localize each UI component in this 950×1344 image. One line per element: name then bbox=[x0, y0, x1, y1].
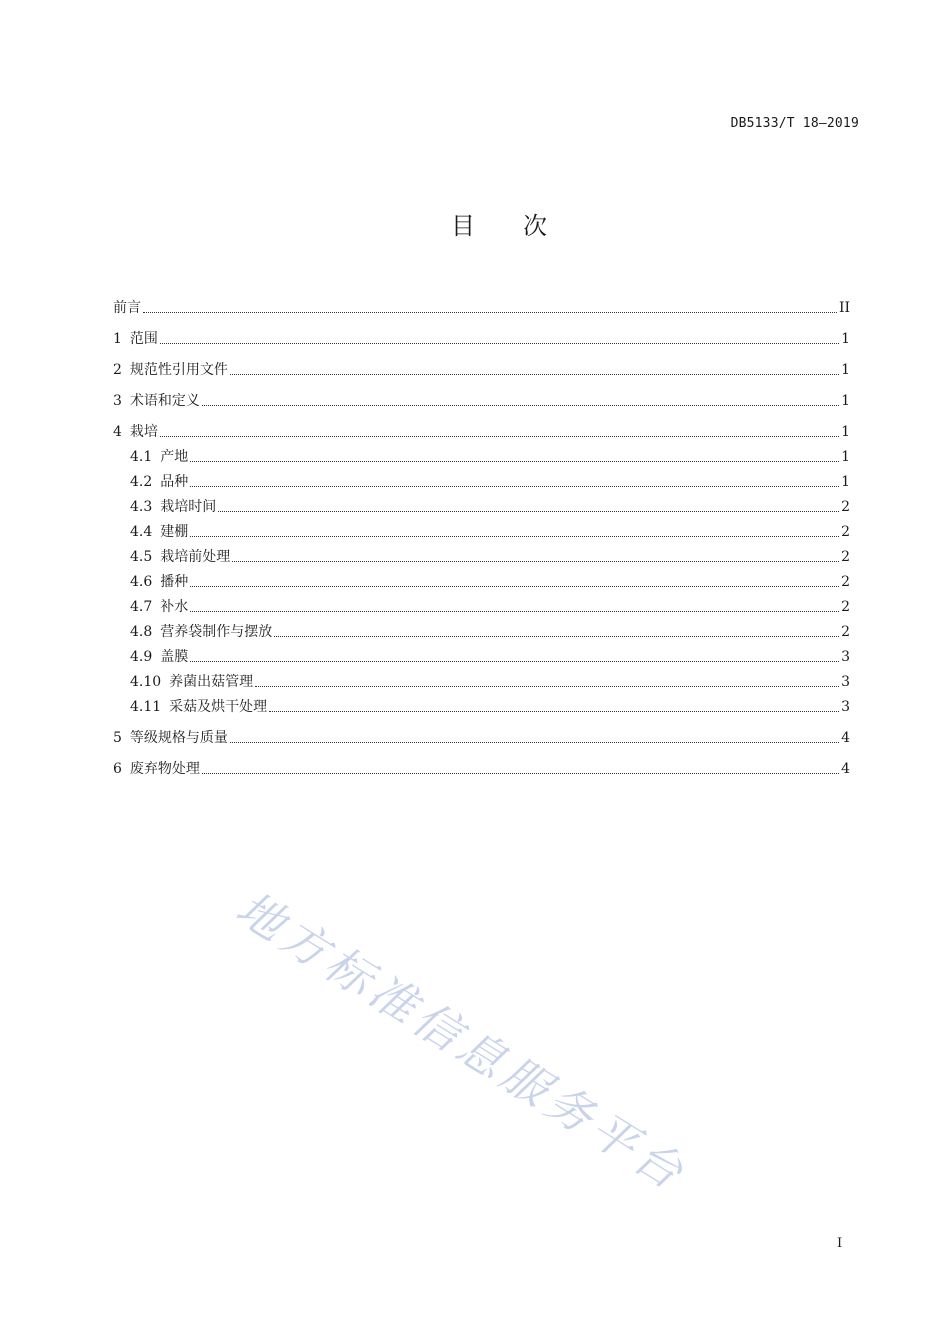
toc-entry[interactable] bbox=[113, 348, 850, 379]
toc-entry-page: 1 bbox=[841, 449, 850, 465]
toc-entry-number: 4.1 bbox=[130, 449, 153, 465]
toc-entry-number: 4.10 bbox=[130, 674, 162, 690]
toc-entry-number: 4.2 bbox=[130, 474, 153, 490]
doc-code: DB5133/T 18—2019 bbox=[730, 116, 859, 131]
toc-entry-number: 4.4 bbox=[130, 524, 153, 540]
toc-dot-leader bbox=[255, 686, 839, 687]
toc-entry-page: 1 bbox=[841, 362, 850, 378]
toc-entry-page: 2 bbox=[841, 524, 850, 540]
toc-entry-label: 建棚 bbox=[160, 524, 189, 540]
toc-entry-label: 品种 bbox=[160, 474, 189, 490]
toc-entry-label: 栽培 bbox=[129, 424, 158, 440]
toc-entry-page: 4 bbox=[841, 730, 850, 746]
toc-entry-page: 3 bbox=[841, 699, 850, 715]
toc-dot-leader bbox=[190, 661, 839, 662]
toc-entry-label: 前言 bbox=[113, 300, 141, 316]
toc-entry-label: 栽培前处理 bbox=[160, 549, 231, 565]
toc-entry[interactable] bbox=[113, 641, 850, 666]
toc-entry-page: 2 bbox=[841, 599, 850, 615]
toc-dot-leader bbox=[202, 773, 839, 774]
toc-entry[interactable] bbox=[113, 379, 850, 410]
toc-entry[interactable] bbox=[113, 747, 850, 778]
watermark: 地方标准信息服务平台 bbox=[227, 880, 697, 1202]
toc-entry-label: 营养袋制作与摆放 bbox=[160, 624, 273, 640]
toc-entry-number: 4.11 bbox=[130, 699, 162, 715]
toc-entry-label: 养菌出菇管理 bbox=[169, 674, 254, 690]
toc-entry-page: 2 bbox=[841, 499, 850, 515]
toc-dot-leader bbox=[232, 561, 839, 562]
toc-entry[interactable] bbox=[113, 491, 850, 516]
toc-entry[interactable] bbox=[113, 441, 850, 466]
toc-entry-number: 3 bbox=[113, 393, 122, 409]
toc-entry-number: 4.3 bbox=[130, 499, 153, 515]
toc-entry-label: 术语和定义 bbox=[129, 393, 200, 409]
toc-entry[interactable] bbox=[113, 516, 850, 541]
toc-entry-number: 4.8 bbox=[130, 624, 153, 640]
toc-entry[interactable] bbox=[113, 616, 850, 641]
toc-entry[interactable] bbox=[113, 317, 850, 348]
toc-dot-leader bbox=[160, 436, 839, 437]
toc-entry-page: 4 bbox=[841, 761, 850, 777]
toc-dot-leader bbox=[230, 742, 839, 743]
toc-dot-leader bbox=[230, 374, 839, 375]
toc-entry-number: 6 bbox=[113, 761, 122, 777]
toc-dot-leader bbox=[190, 536, 839, 537]
toc-entry[interactable] bbox=[113, 410, 850, 441]
toc-entry-page: 3 bbox=[841, 649, 850, 665]
toc-entry-label: 范围 bbox=[129, 331, 158, 347]
toc-entry-page: 2 bbox=[841, 574, 850, 590]
toc-entry[interactable] bbox=[113, 466, 850, 491]
toc-entry-page: 1 bbox=[841, 474, 850, 490]
toc-entry-label: 规范性引用文件 bbox=[129, 362, 228, 378]
toc-entry-label: 盖膜 bbox=[160, 649, 189, 665]
toc-dot-leader bbox=[190, 611, 839, 612]
toc-entry[interactable] bbox=[113, 566, 850, 591]
toc-dot-leader bbox=[269, 711, 839, 712]
table-of-contents bbox=[113, 286, 850, 778]
toc-entry-number: 4.6 bbox=[130, 574, 153, 590]
toc-entry-number: 5 bbox=[113, 730, 122, 746]
toc-entry[interactable] bbox=[113, 591, 850, 616]
toc-entry[interactable] bbox=[113, 716, 850, 747]
toc-entry[interactable] bbox=[113, 541, 850, 566]
toc-entry-page: 1 bbox=[841, 393, 850, 409]
toc-entry-number: 2 bbox=[113, 362, 122, 378]
toc-dot-leader bbox=[190, 486, 839, 487]
toc-entry-number: 4.9 bbox=[130, 649, 153, 665]
toc-entry-page: 2 bbox=[841, 624, 850, 640]
toc-entry-page: 1 bbox=[841, 424, 850, 440]
toc-dot-leader bbox=[274, 636, 839, 637]
toc-entry-page: 3 bbox=[841, 674, 850, 690]
page-number: I bbox=[837, 1236, 843, 1251]
toc-entry-page: II bbox=[838, 300, 850, 316]
toc-entry-label: 播种 bbox=[160, 574, 189, 590]
toc-entry[interactable] bbox=[113, 691, 850, 716]
toc-entry-label: 补水 bbox=[160, 599, 189, 615]
toc-entry-page: 1 bbox=[841, 331, 850, 347]
toc-entry-page: 2 bbox=[841, 549, 850, 565]
toc-entry-number: 4.5 bbox=[130, 549, 153, 565]
toc-dot-leader bbox=[218, 511, 839, 512]
toc-entry-number: 1 bbox=[113, 331, 122, 347]
toc-dot-leader bbox=[190, 461, 839, 462]
toc-entry[interactable] bbox=[113, 666, 850, 691]
toc-dot-leader bbox=[143, 312, 837, 313]
toc-title: 目次 bbox=[451, 212, 595, 240]
toc-entry-label: 采菇及烘干处理 bbox=[169, 699, 268, 715]
toc-dot-leader bbox=[202, 405, 839, 406]
toc-dot-leader bbox=[190, 586, 839, 587]
toc-entry-label: 等级规格与质量 bbox=[129, 730, 228, 746]
toc-entry-number: 4.7 bbox=[130, 599, 153, 615]
toc-entry-label: 废弃物处理 bbox=[129, 761, 200, 777]
toc-dot-leader bbox=[160, 343, 839, 344]
toc-entry-number: 4 bbox=[113, 424, 122, 440]
toc-entry[interactable] bbox=[113, 286, 850, 317]
toc-entry-label: 栽培时间 bbox=[160, 499, 217, 515]
toc-entry-label: 产地 bbox=[160, 449, 189, 465]
